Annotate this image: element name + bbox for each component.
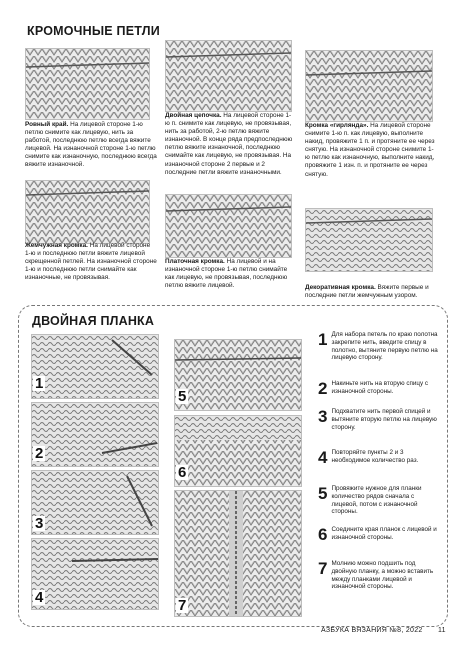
swatch-image-pearl-edge	[25, 180, 150, 244]
step-photo-7	[174, 490, 302, 617]
step-photo-5	[174, 339, 302, 411]
swatch-image-double-chain	[165, 40, 292, 112]
step-photo-2	[31, 402, 159, 467]
photo-number-5: 5	[178, 388, 187, 405]
photo-number-7: 7	[178, 597, 187, 614]
swatch-image-decorative-edge	[305, 208, 433, 272]
step-photo-6	[174, 415, 302, 487]
photo-number-1: 1	[35, 375, 44, 392]
step-6: 6 Соедините края планок с лицевой и изнаночной стороны.	[318, 525, 437, 544]
step-photo-3	[31, 470, 159, 535]
step-1: 1 Для набора петель по краю полотна закрепите нить, введите спицу в полотно, вытяните первую петлю на лицевую сторону.	[318, 330, 438, 362]
edge-desc-decorative: Декоративная кромка. Вяжите первые и последние петли жемчужным узором.	[305, 284, 429, 300]
swatch-image-plain-edge	[25, 48, 150, 120]
edge-desc-garland: Кромка «гирлянда». На лицевой стороне снимите 1-ю п. как лицевую, выполните накид, провяжите 1 п. и протяните ее через снятую. На изнаночной стороне снимите 1-ю петлю как изнаночную, выполните накид, провяжите 1 изн. п. и протяните ее через снятую.	[305, 122, 435, 178]
swatch-image-garland-edge	[305, 50, 433, 122]
step-2: 2 Накиньте нить на вторую спицу с изнаночной стороны.	[318, 379, 429, 398]
step-4: 4 Повторяйте пункты 2 и 3 необходимое количество раз.	[318, 448, 419, 467]
edge-desc-garter: Платочная кромка. На лицевой и на изнаночной стороне 1-ю петлю снимайте как лицевую, не провязывая, последнюю петлю вяжите лицевой.	[165, 258, 288, 290]
edge-desc-double-chain: Двойная цепочка. На лицевой стороне 1-ю п. снимите как лицевую, не провязывая, нить за работой, 2-ю петлю вяжите изнаночной. В конце ряда предпоследнюю петлю вяжите изнаночной, последнюю снимайте как лицевую, не провязывая. На изнаночной стороне 2 первые и 2 последние петли вяжите изнаночными.	[165, 112, 293, 176]
swatch-image-garter-edge	[165, 194, 292, 258]
page-number: 11	[438, 627, 446, 634]
edge-desc-plain: Ровный край. На лицевой стороне 1-ю петлю снимите как лицевую, нить за работой, последнюю петлю всегда вяжите лицевой. На изнаночной стороне 1-ю петлю снимите как изнаночную, последнюю всегда вяжите изнаночной.	[25, 121, 157, 169]
footer-magazine-title: АЗБУКА ВЯЗАНИЯ №8, 2022	[321, 627, 423, 634]
photo-number-3: 3	[35, 515, 44, 532]
step-5: 5 Провяжите нужное для планки количество рядов сначала с лицевой, потом с изнаночной стороны.	[318, 484, 422, 516]
section-title-double-placket: ДВОЙНАЯ ПЛАНКА	[32, 314, 155, 328]
step-3: 3 Подхватите нить первой спицей и вытяните вторую петлю на лицевую сторону.	[318, 407, 437, 431]
photo-number-6: 6	[178, 464, 187, 481]
photo-number-2: 2	[35, 445, 44, 462]
step-7: 7 Молнию можно подшить под двойную планку, а можно вставить между планками лицевой и изнаночной стороны.	[318, 559, 434, 591]
step-photo-1	[31, 334, 159, 399]
step-photo-4	[31, 538, 159, 610]
edge-desc-pearl: Жемчужная кромка. На лицевой стороне 1-ю и последнюю петли вяжите лицевой скрещенной петлей. На изнаночной стороне 1-ю и последнюю петли снимайте как изнаночные, не провязывая.	[25, 242, 157, 282]
photo-number-4: 4	[35, 589, 44, 606]
section-title-edge-stitches: КРОМОЧНЫЕ ПЕТЛИ	[27, 24, 160, 38]
